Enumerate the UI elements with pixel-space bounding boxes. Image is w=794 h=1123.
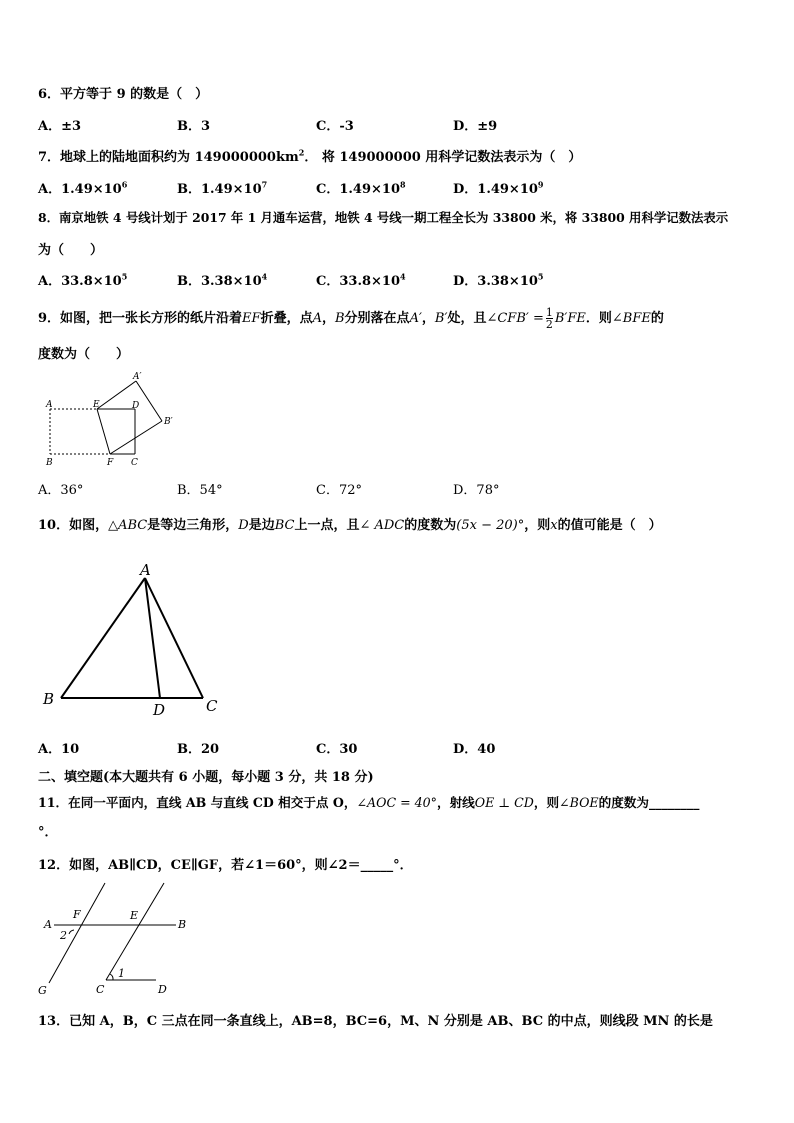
q12-label-c: C: [96, 983, 105, 996]
q7-stem-text: 7．地球上的陆地面积约为 149000000km: [38, 150, 299, 165]
q11-stem-line1: 11．在同一平面内，直线 AB 与直线 CD 相交于点 O，∠AOC = 40°，射线OE ⊥ CD，则∠BOE的度数为________: [38, 795, 700, 810]
q12-stem: 12．如图，AB∥CD，CE∥GF，若∠1＝60°，则∠2＝_____°．: [38, 858, 413, 873]
q9-label-e: E: [93, 400, 100, 410]
q10-stem: 10．如图，△ABC是等边三角形，D是边BC上一点，且∠ ADC的度数为(5x − 20)°，则x的值可能是（ ）: [38, 518, 662, 533]
q9-label-a-prime: A′: [133, 372, 142, 382]
q9-option-c: C．72°: [316, 483, 362, 498]
q6-option-a: A．±3: [38, 119, 82, 134]
q10-figure: [38, 556, 228, 721]
q9-option-d: D．78°: [453, 483, 500, 498]
section-2-heading: 二、填空题(本大题共有 6 小题，每小题 3 分，共 18 分): [38, 770, 374, 785]
q6-stem: 6．平方等于 9 的数是（ ）: [38, 87, 209, 102]
q9-label-b: B: [46, 458, 53, 468]
q7-stem-sup: 2: [298, 147, 305, 158]
q12-label-b: B: [178, 918, 187, 931]
q7-option-c: C．$1.49\times 10^8$: [316, 179, 406, 197]
q9-label-a: A: [46, 400, 53, 410]
q9-figure: [40, 368, 180, 473]
q7-option-d: D．$1.49\times 10^9$: [453, 179, 544, 197]
q12-label-f: F: [73, 908, 81, 921]
q8-option-c: C．$33.8\times 10^4$: [316, 271, 406, 289]
q12-label-a: A: [44, 918, 52, 931]
q12-figure: [36, 878, 196, 998]
q8-stem-line1: 8．南京地铁 4 号线计划于 2017 年 1 月通车运营，地铁 4 号线一期工程全长为 33800 米，将 33800 用科学记数法表示: [38, 210, 729, 225]
q11-stem-line2: °．: [38, 825, 58, 840]
q8-option-d: D．$3.38\times 10^5$: [453, 271, 544, 289]
q10-option-a: A．10: [38, 742, 80, 757]
q12-label-1: 1: [118, 967, 125, 980]
q13-stem: 13．已知 A，B，C 三点在同一条直线上，AB=8，BC=6，M、N 分别是 AB、BC 的中点，则线段 MN 的长是: [38, 1014, 713, 1029]
q10-option-d: D．40: [453, 742, 496, 757]
q6-option-c: C．-3: [316, 119, 354, 134]
q6-option-d: D．±9: [453, 119, 498, 134]
q10-option-c: C．30: [316, 742, 358, 757]
q6-option-b: B．3: [177, 119, 211, 134]
q7-option-a: A．$1.49\times 10^6$: [38, 179, 128, 197]
q10-label-a: A: [140, 561, 151, 579]
q9-label-f: F: [107, 458, 114, 468]
q7-option-b: B．$1.49\times 10^7$: [177, 179, 268, 197]
q10-label-c: C: [206, 697, 218, 715]
q9-label-b-prime: B′: [164, 417, 173, 427]
q9-fraction: $\frac{1}{2}$: [545, 306, 553, 331]
q12-label-e: E: [130, 909, 139, 922]
q9-stem-line1: 9．如图，把一张长方形的纸片沿着EF折叠，点A，B分别落在点A′，B′处，且∠CFB′ = $\frac{1}{2}$ B′FE．则∠BFE的: [38, 306, 664, 331]
q10-label-b: B: [43, 690, 55, 708]
q7-stem-text-2: ． 将 149000000 用科学记数法表示为（ ）: [304, 150, 582, 165]
q10-option-b: B．20: [177, 742, 220, 757]
q10-label-d: D: [153, 701, 166, 719]
q8-option-b: B．$3.38\times 10^4$: [177, 271, 268, 289]
q9-option-b: B．54°: [177, 483, 223, 498]
q8-option-a: A．$33.8\times 10^5$: [38, 271, 128, 289]
q9-label-d: D: [132, 401, 140, 411]
q12-label-d: D: [158, 983, 167, 996]
q12-label-g: G: [38, 984, 47, 997]
q8-stem-line2: 为（ ）: [38, 243, 104, 258]
q7-stem: [38, 146, 581, 165]
q12-label-2: 2: [60, 929, 67, 942]
q9-option-a: A．36°: [38, 483, 84, 498]
q9-label-c: C: [131, 458, 138, 468]
q9-stem-line2: 度数为（ ）: [38, 347, 130, 362]
